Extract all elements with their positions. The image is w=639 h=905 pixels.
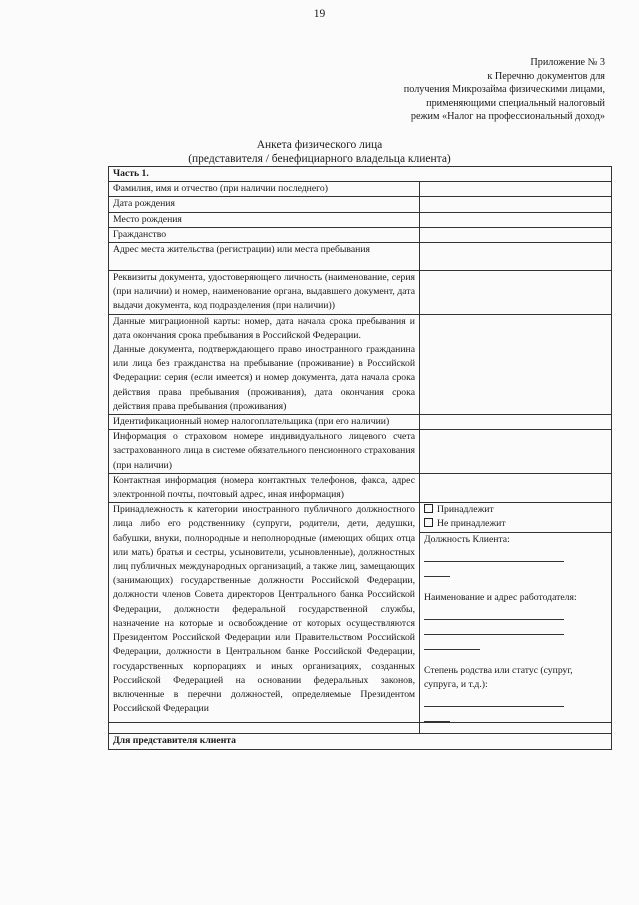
pep-label: Принадлежность к категории иностранного публичного должностного лица либо его родственнику (супруги, родители, дети, дедушки, бабушки, внуки, полнородные и неполнородные (имеющих общих отца или мать) братья и сестры, усыновители, усыновленные), должностных лиц публичных международных организаций, а также лиц, замещающих (занимающих) государственные должности Российской Федерации, должности членов Совета директоров Центрального банка Российской Федерации, должности федеральной государственной службы, назначение на которые и освобождение от которых осуществляются Президентом Российской Федерации или Правительством Российской Федерации, должности в Центральном банке Российской Федерации, государственных корпорациях и иных организациях, созданных Российской Федерацией на основании федеральных законов, включенные в перечни должностей, определяемые Президентом Российской Федерации xyxy=(109,503,420,723)
table-row xyxy=(109,182,612,197)
employer-label: Наименование и адрес работодателя: xyxy=(424,591,577,603)
citizenship-field[interactable] xyxy=(420,227,612,242)
fio-field[interactable] xyxy=(420,182,612,197)
table-row xyxy=(109,415,612,430)
blank-cell xyxy=(420,723,612,734)
table-row xyxy=(109,314,612,414)
checkbox-icon[interactable] xyxy=(424,518,433,527)
id-document-field[interactable] xyxy=(420,271,612,315)
pep-details xyxy=(420,532,611,723)
table-row xyxy=(109,212,612,227)
representative-header: Для представителя клиента xyxy=(109,734,612,749)
page-number: 19 xyxy=(313,8,326,20)
snils-field[interactable] xyxy=(420,430,612,474)
form-title-main: Анкета физического лица xyxy=(256,139,383,151)
relation-line-short[interactable] xyxy=(424,707,450,722)
form-title xyxy=(0,138,639,166)
form-title-sub: (представителя / бенефициарного владельца клиента) xyxy=(188,153,451,165)
pep-belongs-option[interactable] xyxy=(424,503,607,517)
birth-date-field[interactable] xyxy=(420,197,612,212)
address-field[interactable] xyxy=(420,243,612,271)
citizenship-label: Гражданство xyxy=(109,227,420,242)
appendix-line: Приложение № 3 xyxy=(530,57,605,68)
contacts-label: Контактная информация (номера контактных телефонов, факса, адрес электронной почты, почтовый адрес, иная информация) xyxy=(109,473,420,502)
position-line-short[interactable] xyxy=(424,562,450,577)
inn-field[interactable] xyxy=(420,415,612,430)
employer-line[interactable] xyxy=(424,620,564,635)
table-row xyxy=(109,271,612,315)
fio-label: Фамилия, имя и отчество (при наличии последнего) xyxy=(109,182,420,197)
relation-line[interactable] xyxy=(424,692,564,707)
table-row xyxy=(109,430,612,474)
migration-docs-cell xyxy=(109,314,420,414)
birth-place-label: Место рождения xyxy=(109,212,420,227)
migration-docs-field[interactable] xyxy=(420,314,612,414)
appendix-line: режим «Налог на профессиональный доход» xyxy=(410,111,605,123)
migration-card-label: Данные миграционной карты: номер, дата начала срока пребывания и дата окончания срока пребывания в Российской Федерации. xyxy=(113,315,415,341)
address-label: Адрес места жительства (регистрации) или места пребывания xyxy=(109,243,420,271)
part-1-header: Часть 1. xyxy=(109,167,612,182)
position-label: Должность Клиента: xyxy=(424,533,510,545)
appendix-header xyxy=(404,56,605,124)
appendix-line: к Перечню документов для xyxy=(487,70,605,82)
inn-label: Идентификационный номер налогоплательщика (при его наличии) xyxy=(109,415,420,430)
table-row xyxy=(109,473,612,502)
employer-line[interactable] xyxy=(424,605,564,620)
table-row xyxy=(109,723,612,734)
pep-not-belongs-label: Не принадлежит xyxy=(437,518,506,530)
appendix-line: применяющими специальный налоговый xyxy=(426,97,605,109)
pep-answer-cell xyxy=(420,503,612,723)
table-row xyxy=(109,243,612,271)
checkbox-icon[interactable] xyxy=(424,504,433,513)
birth-date-label: Дата рождения xyxy=(109,197,420,212)
blank-cell xyxy=(109,723,420,734)
questionnaire-table xyxy=(108,166,612,750)
relation-label: Степень родства или статус (супруг, супруга, и т.д.): xyxy=(424,665,573,691)
pep-not-belongs-option[interactable] xyxy=(424,517,607,531)
residence-doc-label: Данные документа, подтверждающего право иностранного гражданина или лица без гражданства на пребывание (проживание) в Российской Федерации: серия (если имеется) и номер документа, дата начала срока действия права пребывания (проживания), дата окончания срока действия права пребывания (проживания) xyxy=(113,344,415,412)
table-row xyxy=(109,227,612,242)
id-document-label: Реквизиты документа, удостоверяющего личность (наименование, серия (при наличии) и номер, наименование органа, выдавшего документ, дата выдачи документа, код подразделения (при наличии)) xyxy=(109,271,420,315)
position-line[interactable] xyxy=(424,547,564,562)
pep-belongs-label: Принадлежит xyxy=(437,504,494,516)
appendix-line: получения Микрозайма физическими лицами, xyxy=(403,84,605,96)
table-row xyxy=(109,197,612,212)
contacts-field[interactable] xyxy=(420,473,612,502)
table-row xyxy=(109,734,612,749)
employer-line-short[interactable] xyxy=(424,635,480,650)
table-row xyxy=(109,167,612,182)
snils-label: Информация о страховом номере индивидуального лицевого счета застрахованного лица в системе обязательного пенсионного страхования (при наличии) xyxy=(109,430,420,474)
table-row xyxy=(109,503,612,723)
birth-place-field[interactable] xyxy=(420,212,612,227)
